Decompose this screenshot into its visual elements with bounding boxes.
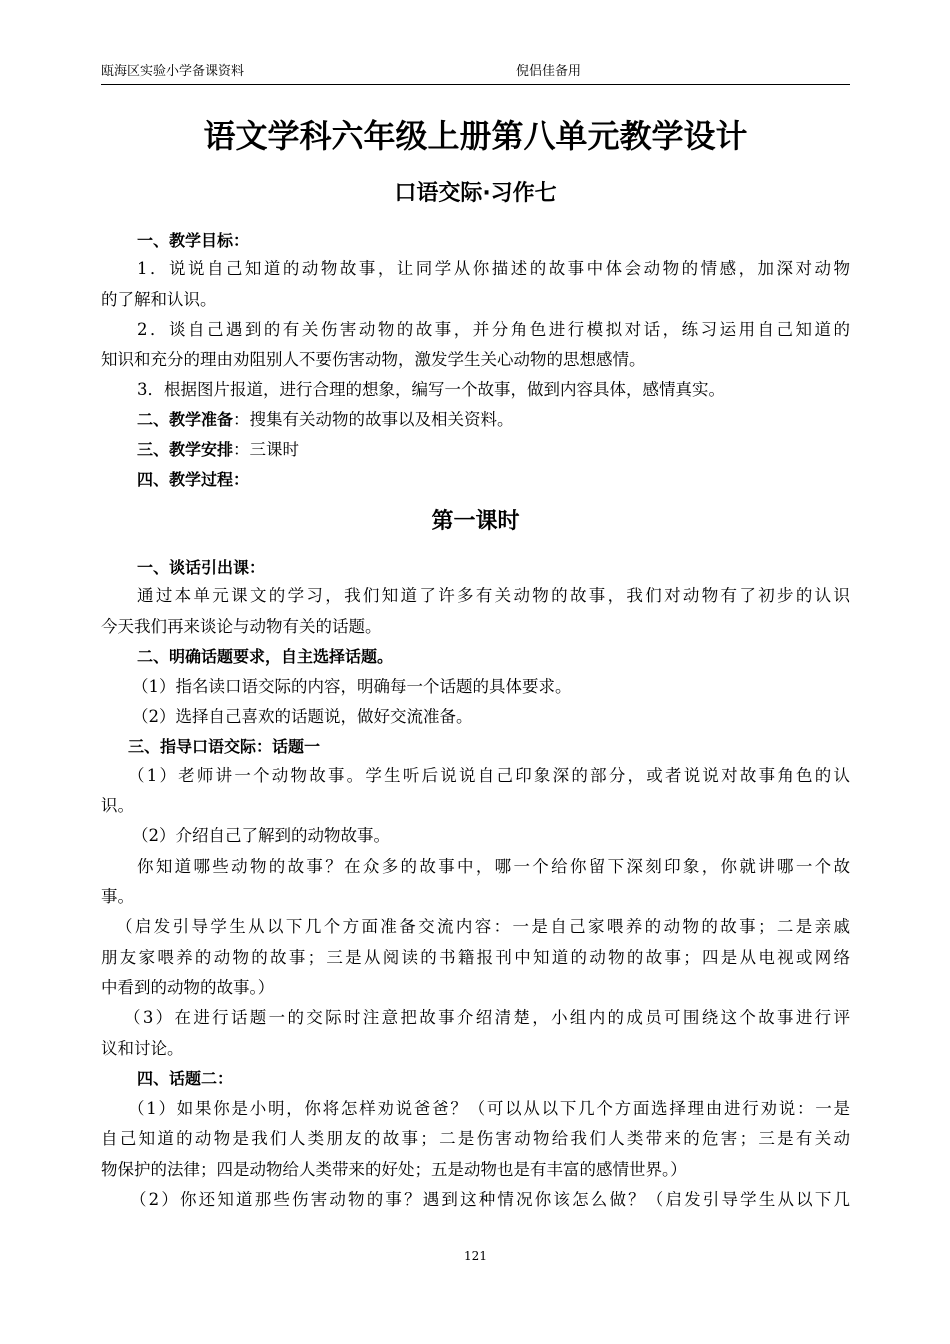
lesson-p3-item-3-line-2: 议和讨论。 — [101, 1039, 184, 1058]
header-author: 倪侣佳备用 — [516, 64, 582, 79]
goal-1-line-2: 的了解和认识。 — [101, 290, 217, 309]
goal-1-line-1: 1．说说自己知道的动物故事，让同学从你描述的故事中体会动物的情感，加深对动物 — [137, 259, 850, 278]
goal-2-line-1: 2．谈自己遇到的有关伤害动物的故事，并分角色进行模拟对话，练习运用自己知道的 — [137, 320, 850, 339]
lesson-p4-item-1-line-1: （1）如果你是小明，你将怎样劝说爸爸？（可以从以下几个方面选择理由进行劝说：一是 — [128, 1099, 850, 1118]
arrangement-label: 三、教学安排 — [137, 440, 234, 459]
goals-heading: 一、教学目标： — [137, 231, 250, 250]
lesson-heading-3: 三、指导口语交际：话题一 — [128, 737, 321, 756]
lesson-p4-item-1-line-2: 自己知道的动物是我们人类朋友的故事；二是伤害动物给我们人类带来的危害；三是有关动 — [101, 1129, 850, 1148]
lesson-p3-item-1-line-2: 识。 — [101, 796, 134, 815]
process-heading: 四、教学过程： — [137, 470, 250, 489]
page-number: 121 — [464, 1249, 487, 1263]
lesson-p3-item-1-line-1: （1）老师讲一个动物故事。学生听后说说自己印象深的部分，或者说说对故事角色的认 — [128, 766, 850, 785]
lesson-heading-1: 一、谈话引出课： — [137, 558, 266, 577]
lesson-p4-item-1-line-3: 物保护的法律；四是动物给人类带来的好处；五是动物也是有丰富的感情世界。） — [101, 1160, 687, 1179]
lesson-p2-item-1: （1）指名读口语交际的内容，明确每一个话题的具体要求。 — [132, 677, 572, 696]
lesson-heading-4: 四、话题二： — [137, 1069, 234, 1088]
lesson-p3-para-line-1: 你知道哪些动物的故事？在众多的故事中，哪一个给你留下深刻印象，你就讲哪一个故 — [137, 857, 850, 876]
preparation-text: ：搜集有关动物的故事以及相关资料。 — [233, 410, 514, 429]
arrangement — [137, 438, 850, 462]
lesson-p2-item-2: （2）选择自己喜欢的话题说，做好交流准备。 — [132, 707, 473, 726]
goal-3: 3．根据图片报道，进行合理的想象，编写一个故事，做到内容具体，感情真实。 — [137, 380, 725, 399]
header-school: 瓯海区实验小学备课资料 — [101, 64, 245, 79]
lesson-p1-line-2: 今天我们再来谈论与动物有关的话题。 — [101, 617, 382, 636]
page-header — [101, 62, 850, 85]
lesson-p3-hint-line-3: 中看到的动物的故事。） — [101, 978, 275, 997]
lesson-p1-line-1: 通过本单元课文的学习，我们知道了许多有关动物的故事，我们对动物有了初步的认识 — [137, 586, 850, 605]
document-subtitle: 口语交际·习作七 — [394, 181, 557, 206]
lesson-p3-hint-line-2: 朋友家喂养的动物的故事；三是从阅读的书籍报刊中知道的动物的故事；四是从电视或网络 — [101, 948, 850, 967]
lesson-title: 第一课时 — [431, 509, 520, 534]
lesson-p3-para-line-2: 事。 — [101, 887, 134, 906]
arrangement-text: ：三课时 — [233, 440, 300, 459]
goal-2-line-2: 知识和充分的理由劝阻别人不要伤害动物，激发学生关心动物的思想感情。 — [101, 350, 646, 369]
lesson-p4-item-2-line-1: （2）你还知道那些伤害动物的事？遇到这种情况你该怎么做？（启发引导学生从以下几 — [130, 1190, 850, 1209]
preparation-label: 二、教学准备 — [137, 410, 234, 429]
lesson-heading-2: 二、明确话题要求，自主选择话题。 — [137, 647, 394, 666]
document-title: 语文学科六年级上册第八单元教学设计 — [203, 117, 748, 155]
lesson-p3-hint-line-1: （启发引导学生从以下几个方面准备交流内容：一是自己家喂养的动物的故事；二是亲戚 — [116, 917, 850, 936]
preparation — [137, 408, 850, 432]
lesson-p3-item-2: （2）介绍自己了解到的动物故事。 — [132, 826, 390, 845]
lesson-p3-item-3-line-1: （3）在进行话题一的交际时注意把故事介绍清楚，小组内的成员可围绕这个故事进行评 — [124, 1008, 850, 1027]
